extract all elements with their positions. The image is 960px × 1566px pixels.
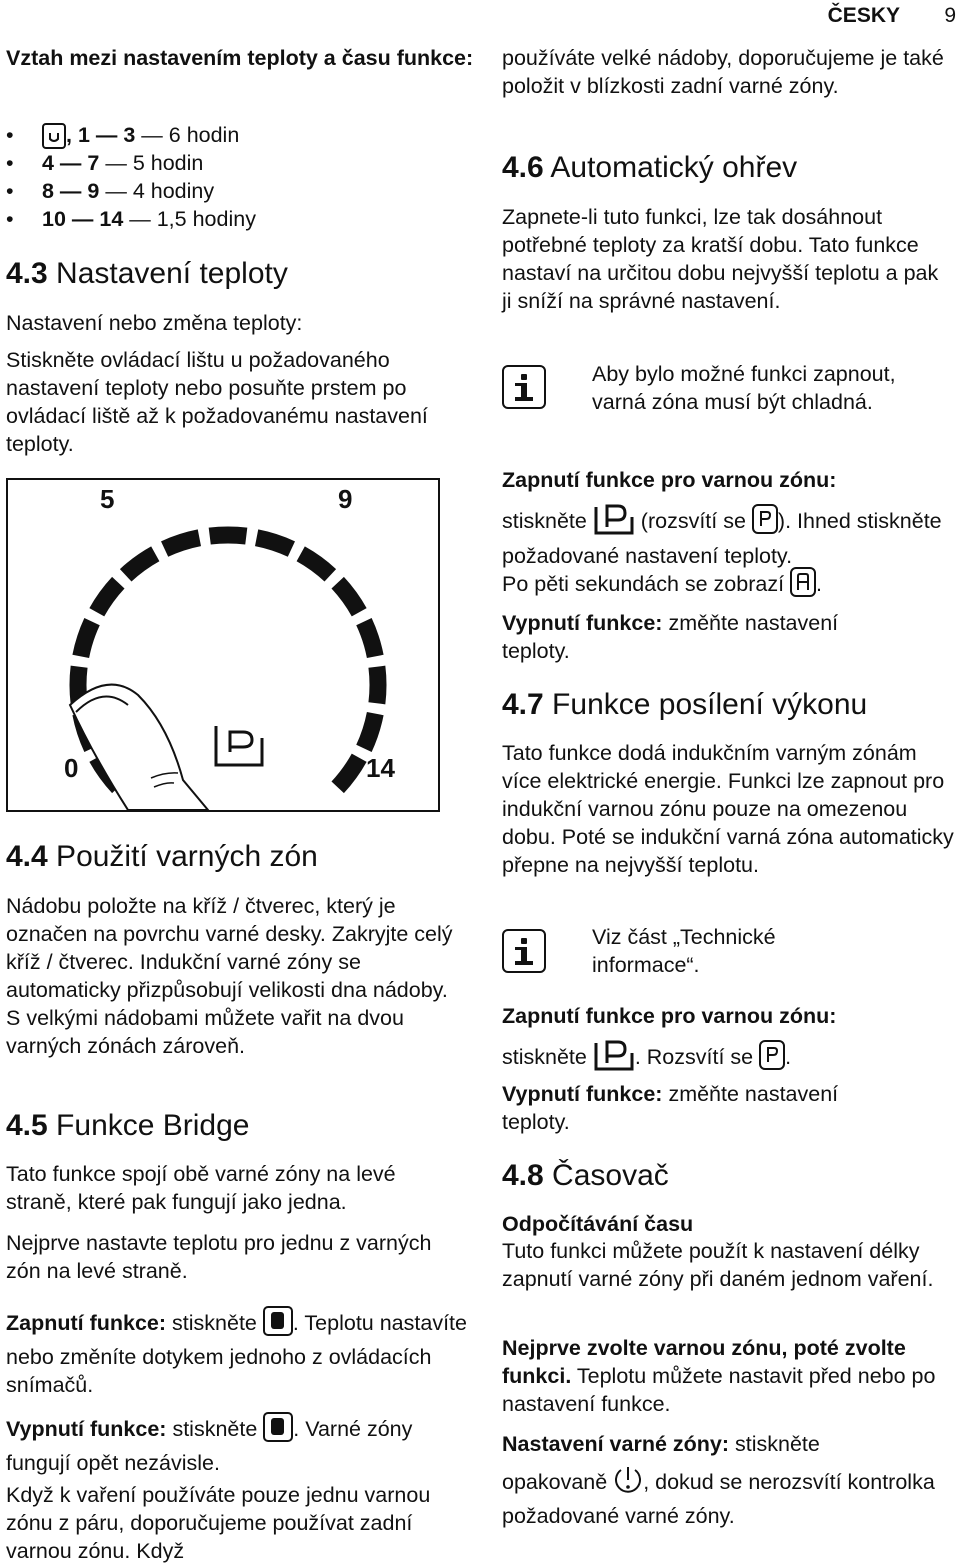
section-text: Nádobu položte na kříž / čtverec, který je označen na povrchu varné desky. Zakryjte celý kříž / čtverec. Indukční varné zóny se automaticky přizpůsobují velikosti dna nádoby. S velkými nádobami můžete vařit na dvou varných zónách zároveň. bbox=[6, 894, 453, 1058]
diagram-label-5: 5 bbox=[100, 484, 115, 514]
timer-set-text: Nastavení varné zóny: stiskněte bbox=[502, 1432, 820, 1456]
ring-segment bbox=[126, 554, 156, 575]
ring-segment bbox=[165, 538, 200, 549]
power-p-icon bbox=[593, 1039, 635, 1078]
section-heading-4-3: 4.3 Nastavení teploty bbox=[6, 257, 288, 290]
ring-segment bbox=[338, 583, 359, 613]
section-text: Tato funkce spojí obě varné zóny na levé straně, které pak fungují jako jedna. bbox=[6, 1162, 396, 1214]
a-display-icon bbox=[790, 567, 816, 604]
list-item: • 8 — 9 — 4 hodiny bbox=[6, 177, 474, 205]
bridge-icon bbox=[263, 1306, 293, 1343]
section-text: Zapnete-li tuto funkci, lze tak dosáhnout potřebné teploty za kratší dobu. Tato funkce nastaví na určitou dobu nejvyšší teplotu a pak ji sníží na správné nastavení. bbox=[502, 205, 939, 313]
section-text: Nastavení nebo změna teploty: bbox=[6, 311, 303, 335]
ring-segment bbox=[81, 622, 92, 657]
ring-segment bbox=[377, 667, 378, 704]
subheading: Zapnutí funkce pro varnou zónu: bbox=[502, 468, 837, 492]
subheading: Odpočítávání času bbox=[502, 1212, 694, 1236]
diagram-label-0: 0 bbox=[64, 753, 79, 783]
auto-heat-off-text: Vypnutí funkce: změňte nastavení teploty. bbox=[502, 611, 839, 663]
ring-segment bbox=[364, 622, 375, 657]
timer-icon bbox=[613, 1465, 643, 1502]
section-heading-4-5: 4.5 Funkce Bridge bbox=[6, 1109, 250, 1142]
auto-heat-after-text: Po pěti sekundách se zobrazí . bbox=[502, 567, 952, 604]
temperature-control-diagram bbox=[6, 478, 440, 812]
bridge-off-text: Vypnutí funkce: stiskněte . Varné zóny fungují opět nezávisle. bbox=[6, 1412, 468, 1477]
ring-segment bbox=[301, 554, 331, 575]
diagram-label-9: 9 bbox=[338, 484, 353, 514]
ring-segment bbox=[338, 758, 359, 788]
ring-segment bbox=[364, 714, 375, 749]
info-note: Viz část „Technické informace“. bbox=[592, 925, 776, 977]
auto-heat-on-text: stiskněte (rozsvítí se ). Ihned stiskněte požadované nastavení teploty. bbox=[502, 503, 952, 570]
bridge-icon bbox=[263, 1412, 293, 1449]
ring-segment bbox=[210, 535, 247, 536]
section-heading-4-4: 4.4 Použití varných zón bbox=[6, 840, 318, 873]
power-p-icon bbox=[593, 503, 635, 542]
timer-first-text: Nejprve zvolte varnou zónu, poté zvolte funkci. Teplotu můžete nastavit před nebo po nastavení funkce. bbox=[502, 1336, 936, 1416]
timer-repeat-text: opakovaně , dokud se nerozsvítí kontrolka požadované varné zóny. bbox=[502, 1465, 952, 1530]
p-display-icon bbox=[752, 504, 778, 541]
finger-icon bbox=[70, 685, 208, 810]
info-icon bbox=[502, 365, 546, 409]
section-text: Tuto funkci můžete použít k nastavení délky zapnutí varné zóny při daném jednom vaření. bbox=[502, 1239, 934, 1291]
relation-list bbox=[6, 121, 474, 233]
section-text: Stiskněte ovládací lištu u požadovaného nastavení teploty nebo posuňte prstem po ovládací liště až k požadovanému nastavení teploty. bbox=[6, 348, 428, 456]
bridge-on-text: Zapnutí funkce: stiskněte . Teplotu nastavíte nebo změníte dotykem jednoho z ovládacích snímačů. bbox=[6, 1306, 468, 1399]
info-note: Aby bylo možné funkci zapnout, varná zóna musí být chladná. bbox=[592, 362, 896, 414]
section-heading-4-6: 4.6 Automatický ohřev bbox=[502, 151, 798, 184]
section-text: Když k vaření používáte pouze jednu varnou zónu z páru, doporučujeme používat zadní varnou zónu. Když bbox=[6, 1483, 431, 1563]
ring-segment bbox=[257, 538, 292, 549]
page-header bbox=[0, 4, 960, 32]
language-label: ČESKY bbox=[827, 4, 900, 27]
section-text: používáte velké nádoby, doporučujeme je také položit v blízkosti zadní varné zóny. bbox=[502, 46, 944, 98]
power-boost-off-text: Vypnutí funkce: změňte nastavení teploty. bbox=[502, 1082, 839, 1134]
subheading: Zapnutí funkce pro varnou zónu: bbox=[502, 1004, 837, 1028]
p-display-icon bbox=[759, 1040, 785, 1077]
list-item: • 10 — 14 — 1,5 hodiny bbox=[6, 205, 474, 233]
diagram-label-14: 14 bbox=[366, 753, 395, 783]
relation-heading: Vztah mezi nastavením teploty a času funkce: bbox=[6, 46, 474, 70]
section-heading-4-8: 4.8 Časovač bbox=[502, 1159, 669, 1192]
power-p-icon bbox=[216, 726, 262, 765]
list-item: • , 1 — 3 — 6 hodin bbox=[6, 121, 474, 149]
list-item: • 4 — 7 — 5 hodin bbox=[6, 149, 474, 177]
section-text: Nejprve nastavte teplotu pro jednu z varných zón na levé straně. bbox=[6, 1231, 432, 1283]
power-boost-on-text: stiskněte . Rozsvítí se . bbox=[502, 1039, 952, 1078]
control-ring bbox=[8, 480, 438, 810]
info-icon bbox=[502, 929, 546, 973]
ring-segment bbox=[97, 583, 118, 613]
keep-warm-icon bbox=[42, 123, 66, 149]
section-text: Tato funkce dodá indukčním varným zónám více elektrické energie. Funkci lze zapnout pro indukční varnou zónu pouze na omezenou dobu. Poté se indukční varná zóna automaticky přepne na nejvyšší teplotu. bbox=[502, 741, 954, 877]
page-number: 9 bbox=[944, 4, 956, 27]
section-heading-4-7: 4.7 Funkce posílení výkonu bbox=[502, 688, 868, 721]
